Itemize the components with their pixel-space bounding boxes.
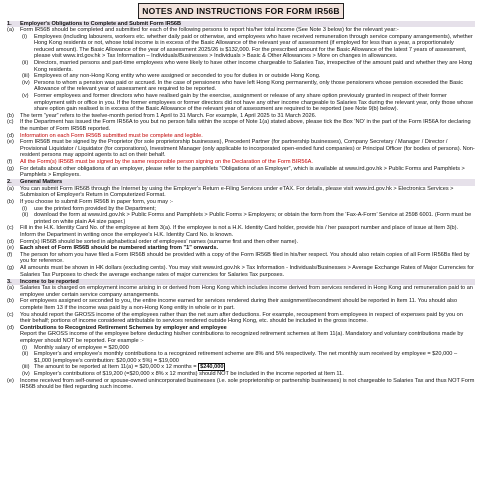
item-text: Each sheet of Form IR56B should be numbered starting from "1" onwards.: [20, 245, 219, 252]
item-text: The term “year” refers to the twelve-month period from 1 April to 31 March. For example, 1 April 2025 to 31 March 2026.: [20, 112, 317, 119]
item-label: (c): [7, 311, 14, 318]
item-label: (d): [7, 132, 14, 139]
sub-text: Employees (including labourers, workers etc. whether daily paid or otherwise, and employees who have received remuneration through service company arrangements), whether Hong Kong residents or not, whose total income is in excess of the Basic Allowance of the relevant year of assessment (if employed for less than a year, a proportionately reduced amount). The Basic Allowance of the year of assessment 2025/26 is $132,000. For the prescribed amount for the Basic Allowance of the latest 7 years of assessment, please visit www.ird.gov.hk > Tax Information – Individuals/Businesses > Individuals > Basic & Other Allowances > More on changes in allowances.: [34, 33, 473, 60]
item-label: (c): [7, 225, 14, 232]
item-text: Report the GROSS income of the employee before deducting his/her contributions to recognized retirement schemes at Item 11(a). Mandatory and voluntary contributions made by employer should NOT be reported. For example :-: [20, 331, 464, 344]
sub-item: [7, 34, 475, 60]
note-item: [7, 325, 475, 332]
item-label: (e): [7, 377, 14, 384]
item-label: (a): [7, 185, 14, 192]
note-item: [7, 166, 475, 179]
sub-label: (i): [22, 205, 27, 212]
item-label: (a): [7, 285, 14, 292]
item-text[interactable]: For details about other obligations of an employer, please refer to the pamphlets “Obligations of an Employer”, which is available at www.ird.gov.hk > Public Forms and Pamphlets > Pamphlets > Employers.: [20, 165, 465, 179]
item-label-spacer: [7, 331, 20, 344]
item-text[interactable]: All amounts must be shown in HK dollars (excluding cents). You may visit www.ird.gov.hk > Tax Information - Individuals/Businesses > Average Exchange Rates of Major Currencies for Salaries Tax Purposes to check the average exchange rates of major currencies for Salaries Tax purposes.: [20, 264, 474, 278]
sub-label: (v): [22, 93, 29, 100]
sub-item: [7, 73, 475, 80]
item-heading: Contributions to Recognized Retirement Schemes by employer and employee: [20, 324, 227, 331]
item-label: (d): [7, 238, 14, 245]
note-item: [7, 225, 475, 238]
sub-label: (iii): [22, 364, 30, 371]
page-title: NOTES AND INSTRUCTIONS FOR FORM IR56B: [138, 3, 344, 19]
sub-item: [7, 93, 475, 113]
note-item: [7, 252, 475, 265]
note-item: [7, 265, 475, 278]
item-text: All the Form(s) IR56B must be signed by the same responsible person signing on the Declaration of the Form BIR56A.: [20, 158, 313, 165]
note-item: [7, 199, 475, 206]
section-title: Income to be reported: [20, 278, 79, 285]
item-label: (d): [7, 324, 14, 331]
section-title: Employer's Obligations to Complete and Submit Form IR56B: [20, 20, 182, 27]
sub-item: [7, 364, 475, 371]
note-item: [7, 312, 475, 325]
sub-text: Monthly salary of employee = $20,000: [34, 344, 129, 351]
sub-label: (ii): [22, 351, 29, 358]
item-label: (g): [7, 165, 14, 172]
sub-label: (i): [22, 33, 27, 40]
note-item: [7, 119, 475, 132]
section-heading-2: [7, 179, 475, 186]
section-number: 1.: [7, 20, 12, 27]
item-text: If you choose to submit Form IR56B in paper form, you may :-: [20, 199, 173, 206]
sub-text: Employer's contributions of $19,200 (=$20,000 x 8% x 12 months) should NOT be included in the income reported at Item 11.: [34, 370, 344, 377]
sub-label: (iv): [22, 370, 30, 377]
item-text: Income received from self-owned or spouse-owned unincorporated businesses (i.e. sole proprietorship or partnership businesses) is not chargeable to Salaries Tax and thus NOT Form IR56B should be filed regarding such income.: [20, 377, 475, 391]
item-label: (f): [7, 158, 13, 165]
section-heading-1: [7, 21, 475, 28]
note-item: [7, 27, 475, 34]
item-text: Form IR56B must be signed by the Proprietor (for sole proprietorship businesses), Precedent Partner (for partnership businesses), Company Secretary / Manager / Director / Provisional Liquidator / Liquidator (for corporations), Investment Manager (only applicable to incorporated open-ended fund companies) or Principal Officer (for bodies of persons). Non-resident persons may appoint agents to act on their behalf.: [20, 139, 475, 159]
item-text[interactable]: You can submit Form IR56B through the Internet by using the Employer's Return e-Filing Services under eTAX. For details, please visit www.ird.gov.hk > Electronics Services > Submission of Employer's Return in Computerized Format.: [20, 185, 454, 199]
sub-text[interactable]: download the form at www.ird.gov.hk > Public Forms and Pamphlets > Public Forms > Employers; or obtain the form from the ‘Fax-A-Form’ Service at 2598 6001. (Form must be printed on white plain A4 size paper.): [34, 212, 472, 225]
item-text: Form IR56B should be completed and submitted for each of the following persons to report his/her total income (See Note 3 below) for the relevant year:-: [20, 27, 399, 34]
item-label: (f): [7, 251, 13, 258]
sub-item: [7, 351, 475, 364]
section-number: 2.: [7, 179, 12, 186]
sub-item: [7, 371, 475, 378]
sub-item: [7, 345, 475, 352]
sub-text: Directors, married persons and part-time employees who were likely to have other income chargeable to Salaries Tax, irrespective of the amount paid and whether they are Hong Kong residents.: [34, 60, 473, 73]
item-label: (e): [7, 139, 14, 146]
item-text: If the Department has issued the Form IR56A to you but no person falls within the scope of Note 1(a) stated above, please tick the Box ‘NO’ in the part of the Form IR56A for declaring the number of Form IR56B reported.: [20, 119, 471, 132]
item-label: (g): [7, 264, 14, 271]
section-heading-3: [7, 279, 475, 286]
sub-text: Persons to whom a pension was paid or accrued. In the case of pensioners who have left Hong Kong permanently, only those pensioners whose pension exceeded the Basic Allowance of the relevant year of assessment are required to be reported.: [34, 79, 464, 93]
sub-label: (i): [22, 344, 27, 351]
sub-item: [7, 80, 475, 93]
sub-item: [7, 206, 475, 213]
sub-text: [34, 364, 475, 371]
note-item: [7, 113, 475, 120]
item-text: Information on each Form IR56B submitted must be complete and legible.: [20, 132, 203, 139]
item-text: You should report the GROSS income of the employees rather than the net sum after deductions. For example, recoupment from employees in respect of expenses paid by you on their behalf; portions of income considered attributable to services rendered outside Hong Kong, etc. should be included in the gross income.: [20, 311, 463, 325]
section-title: General Matters: [20, 179, 63, 186]
sub-text: Former employees and former directors who have realised gain by the exercise, assignment or release of any share option previously granted in respect of their former employment with or office in you. If the former employees or former directors did not have any other income chargeable to Salaries Tax during the relevant year, only those whose share option gain realised is in excess of the Basic Allowance of the relevant year of assessment are required to be reported (see Note 9(b) below).: [34, 93, 474, 113]
sub-text: use the printed form provided by the Department;: [34, 205, 156, 212]
item-label: (b): [7, 199, 14, 206]
item-label: (b): [7, 112, 14, 119]
note-item: [7, 378, 475, 391]
sub-item: [7, 212, 475, 225]
sub-label: (ii): [22, 60, 29, 67]
item-label: (b): [7, 298, 14, 305]
sub-label: (iii): [22, 73, 30, 80]
item-label: (e): [7, 245, 14, 252]
sub-item: [7, 60, 475, 73]
note-item: [7, 159, 475, 166]
item-text: Salaries Tax is charged on employment income arising in or derived from Hong Kong which includes income derived from services rendered in Hong Kong and remuneration paid to an employee under certain service company arrangements.: [20, 285, 473, 298]
note-item: [7, 239, 475, 246]
item-text: Fill in the H.K. Identity Card No. of the employee at Item 3(a). If the employee is not a H.K. Identity Card holder, provide his / her passport number and place of issue at Item 3(b). Inform the Department in writing once the employee's H.K. Identity Card No. is known.: [20, 225, 459, 238]
sub-text-pre: The amount to be reported at Item 11(a) = $20,000 x 12 months =: [34, 364, 197, 371]
boxed-amount: $240,000: [200, 364, 224, 371]
sub-label: (iv): [22, 79, 30, 86]
sub-text: Employer's and employee's monthly contributions to a recognized retirement scheme are 8% and 5% respectively. The net monthly sum received by employee = $20,000 – $1,000 (employee's contribution: $20,000 x 5%) = $19,000: [34, 351, 458, 364]
sub-label: (ii): [22, 212, 29, 219]
item-text: For employees assigned or seconded to you, the entire income earned for services rendered during their assignment/secondment should be reported in Item 11. You should also complete Item 13 if the income was paid by a non-Hong Kong entity in whole or in part.: [20, 298, 458, 312]
item-text: Form(s) IR56B should be sorted in alphabetical order of employees' names (surname first and then other name).: [20, 238, 299, 245]
sub-text: Employees of any non-Hong Kong entity who were assigned or seconded to you for duties in or outside Hong Kong.: [34, 73, 321, 80]
note-item: [7, 285, 475, 298]
note-item: [7, 139, 475, 159]
note-item: [7, 245, 475, 252]
item-text: The person for whom you have filed a Form IR56B should be provided with a copy of the Form IR56B filed in his/her respect. You should also retain copies of all Form IR56Bs filed by you for reference.: [20, 251, 470, 265]
note-item: [7, 298, 475, 311]
notes-body: [7, 20, 475, 391]
note-item: [7, 133, 475, 140]
note-item: [7, 186, 475, 199]
section-number: 3.: [7, 278, 12, 285]
item-label: (c): [7, 119, 14, 126]
note-item: [7, 331, 475, 344]
item-label: (a): [7, 27, 14, 34]
